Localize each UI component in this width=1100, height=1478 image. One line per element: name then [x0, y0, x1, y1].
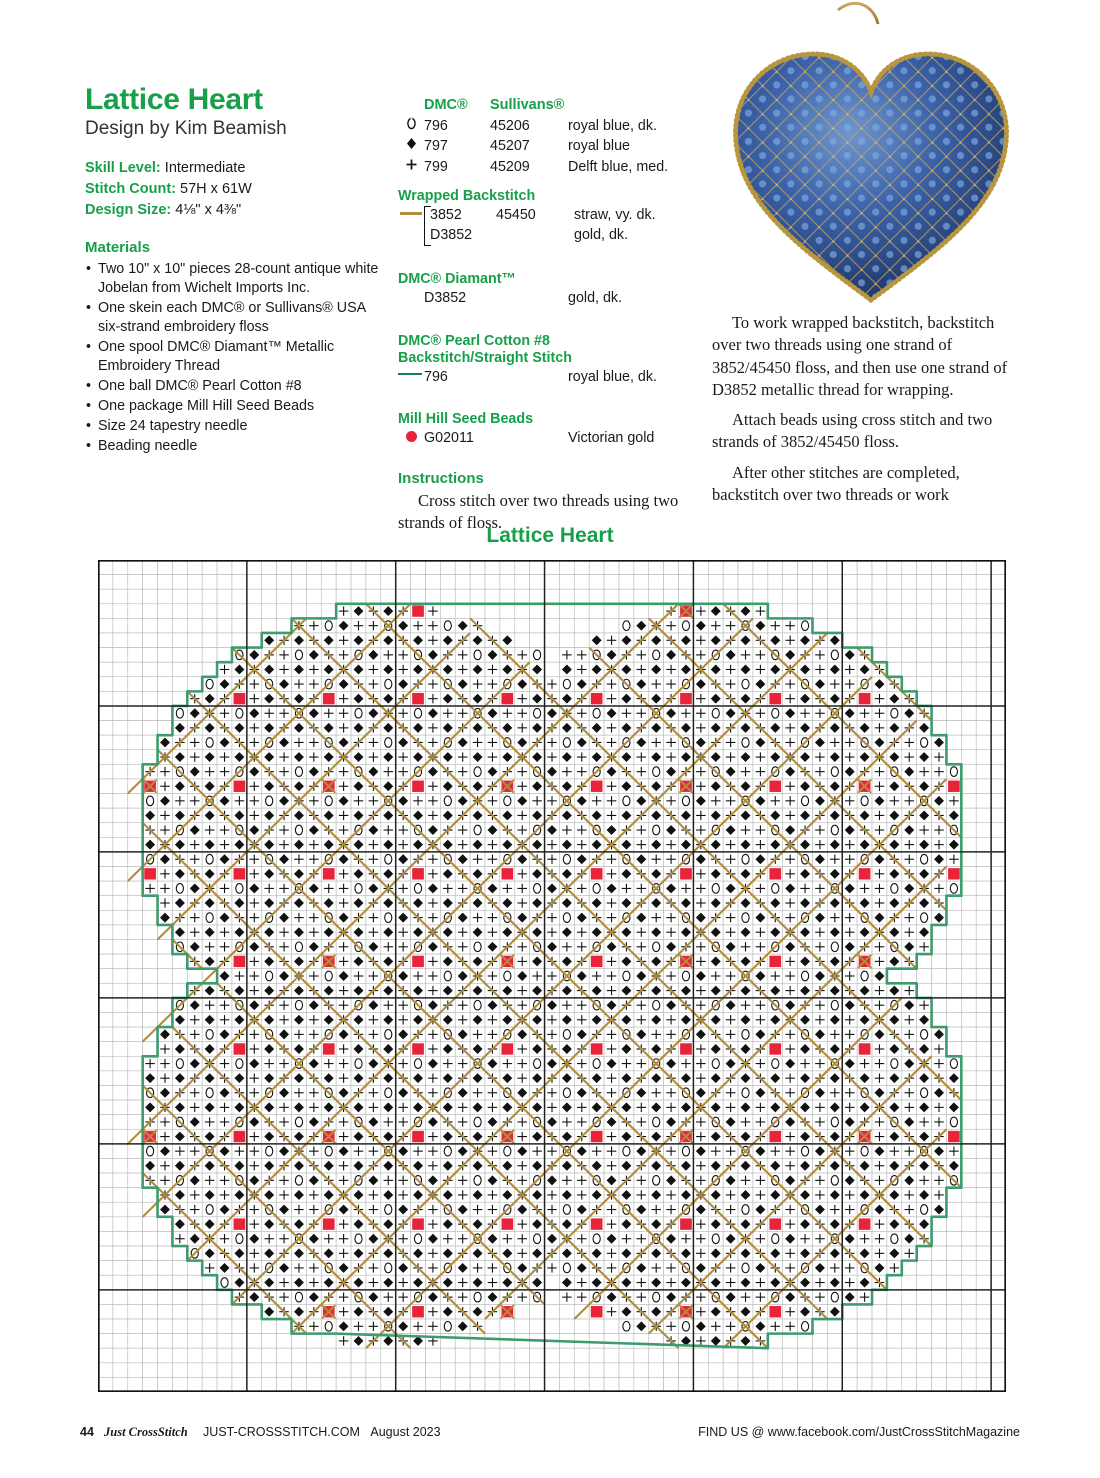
- stitch-chart: [98, 560, 1006, 1392]
- key-sullivans-header: Sullivans®: [490, 97, 565, 113]
- spec-list: [85, 158, 385, 221]
- skill-level-row: [85, 158, 385, 179]
- key-sullivans-value: 45209: [490, 158, 530, 175]
- key-dmc-value: D3852: [430, 227, 473, 244]
- key-dmc-value: 797: [424, 138, 448, 155]
- key-row: [398, 428, 698, 448]
- filled-diamond-symbol-icon: [398, 137, 424, 155]
- list-item: • Size 24 tapestry needle: [85, 417, 385, 436]
- key-color-name: gold, dk.: [574, 227, 629, 244]
- key-color-name: Delft blue, med.: [568, 158, 669, 175]
- key-dmc-value: 796: [424, 118, 448, 134]
- key-row: [430, 205, 656, 225]
- skill-level-label: Skill Level:: [85, 159, 161, 176]
- key-bead-name: Victorian gold: [568, 430, 655, 447]
- instructions-text: Cross stitch over two threads using two strands of floss.: [398, 491, 679, 533]
- chart-title: Lattice Heart: [486, 524, 614, 547]
- page-number: 44: [80, 1425, 94, 1439]
- key-dmc-value: 796: [424, 368, 448, 385]
- materials-list: [85, 260, 385, 456]
- website-and-issue: [203, 1425, 441, 1439]
- key-sullivans-value: 45450: [496, 206, 536, 223]
- key-dmc-value: D3852: [424, 290, 467, 307]
- key-row: [430, 225, 656, 245]
- instructions-heading: Instructions: [398, 470, 484, 488]
- key-sullivans-value: 45207: [490, 138, 530, 155]
- title-block: [85, 84, 385, 457]
- paragraph: After other stitches are completed, backstitch over two threads or work: [712, 462, 960, 504]
- skill-level-value: Intermediate: [164, 159, 246, 176]
- design-size-row: [85, 200, 385, 221]
- key-row: [398, 116, 698, 136]
- list-item: • One ball DMC® Pearl Cotton #8: [85, 377, 385, 396]
- materials-heading: Materials: [85, 238, 151, 256]
- design-size-label: Design Size:: [85, 201, 172, 218]
- key-color-name: gold, dk.: [568, 290, 623, 307]
- design-size-value: 4⅛" x 4⅜": [175, 201, 242, 218]
- wrapped-backstitch-group: [398, 205, 698, 246]
- seed-beads-heading: Mill Hill Seed Beads: [398, 411, 534, 428]
- stitch-count-label: Stitch Count:: [85, 180, 177, 197]
- issue-date: August 2023: [370, 1425, 441, 1439]
- key-dmc-value: 3852: [430, 206, 462, 223]
- key-dmc-value: 799: [424, 158, 448, 175]
- magazine-name: Just CrossStitch: [104, 1425, 188, 1439]
- paragraph: Attach beads using cross stitch and two strands of 3852/45450 floss.: [712, 410, 993, 452]
- bracket-icon: [424, 206, 431, 246]
- find-us-text: FIND US @ www.facebook.com/JustCrossStitchMagazine: [698, 1425, 1020, 1439]
- wrapped-backstitch-heading: Wrapped Backstitch: [398, 187, 536, 204]
- project-photo: [706, 0, 1036, 320]
- wrapped-backstitch-line-icon: [398, 205, 424, 245]
- stitch-count-row: [85, 179, 385, 200]
- color-key: [398, 97, 698, 534]
- designer-credit: Design by Kim Beamish: [85, 117, 287, 139]
- backstitch-line-icon: [398, 367, 424, 381]
- backstitch-subheading: Backstitch/Straight Stitch: [398, 349, 572, 366]
- open-oval-symbol-icon: [398, 117, 424, 135]
- key-color-name: royal blue: [568, 138, 630, 155]
- list-item: • Two 10" x 10" pieces 28-count antique white Jobelan from Wichelt Imports Inc.: [85, 260, 385, 298]
- right-instructions-column: [712, 312, 1022, 506]
- stitch-count-value: 57H x 61W: [180, 180, 252, 197]
- key-row: [398, 367, 698, 387]
- key-row: [398, 157, 698, 177]
- key-row: [398, 136, 698, 156]
- chart-grid: [98, 560, 1006, 1392]
- key-dmc-header: DMC®: [424, 97, 468, 113]
- key-color-name: royal blue, dk.: [568, 368, 658, 385]
- key-color-name: royal blue, dk.: [568, 118, 658, 134]
- paragraph: To work wrapped backstitch, backstitch over two threads using one strand of 3852/45450 floss, and then use one strand of D3852 metallic thread for wrapping.: [712, 313, 1008, 399]
- diamant-heading: DMC® Diamant™: [398, 271, 516, 288]
- list-item: • One spool DMC® Diamant™ Metallic Embroidery Thread: [85, 338, 385, 376]
- bead-dot-icon: [398, 429, 424, 447]
- key-column-headers: [398, 97, 698, 113]
- list-item: • One package Mill Hill Seed Beads: [85, 397, 385, 416]
- key-bead-code: G02011: [424, 430, 474, 447]
- key-row: [398, 288, 698, 308]
- website: JUST-CROSSSTITCH.COM: [203, 1425, 360, 1439]
- list-item: • One skein each DMC® or Sullivans® USA six-strand embroidery floss: [85, 299, 385, 337]
- key-sullivans-value: 45206: [490, 118, 530, 134]
- list-item: • Beading needle: [85, 437, 385, 456]
- plus-symbol-icon: [398, 158, 424, 176]
- page-title: Lattice Heart: [85, 83, 263, 116]
- pearl-cotton-heading: DMC® Pearl Cotton #8: [398, 332, 550, 349]
- key-color-name: straw, vy. dk.: [574, 206, 656, 223]
